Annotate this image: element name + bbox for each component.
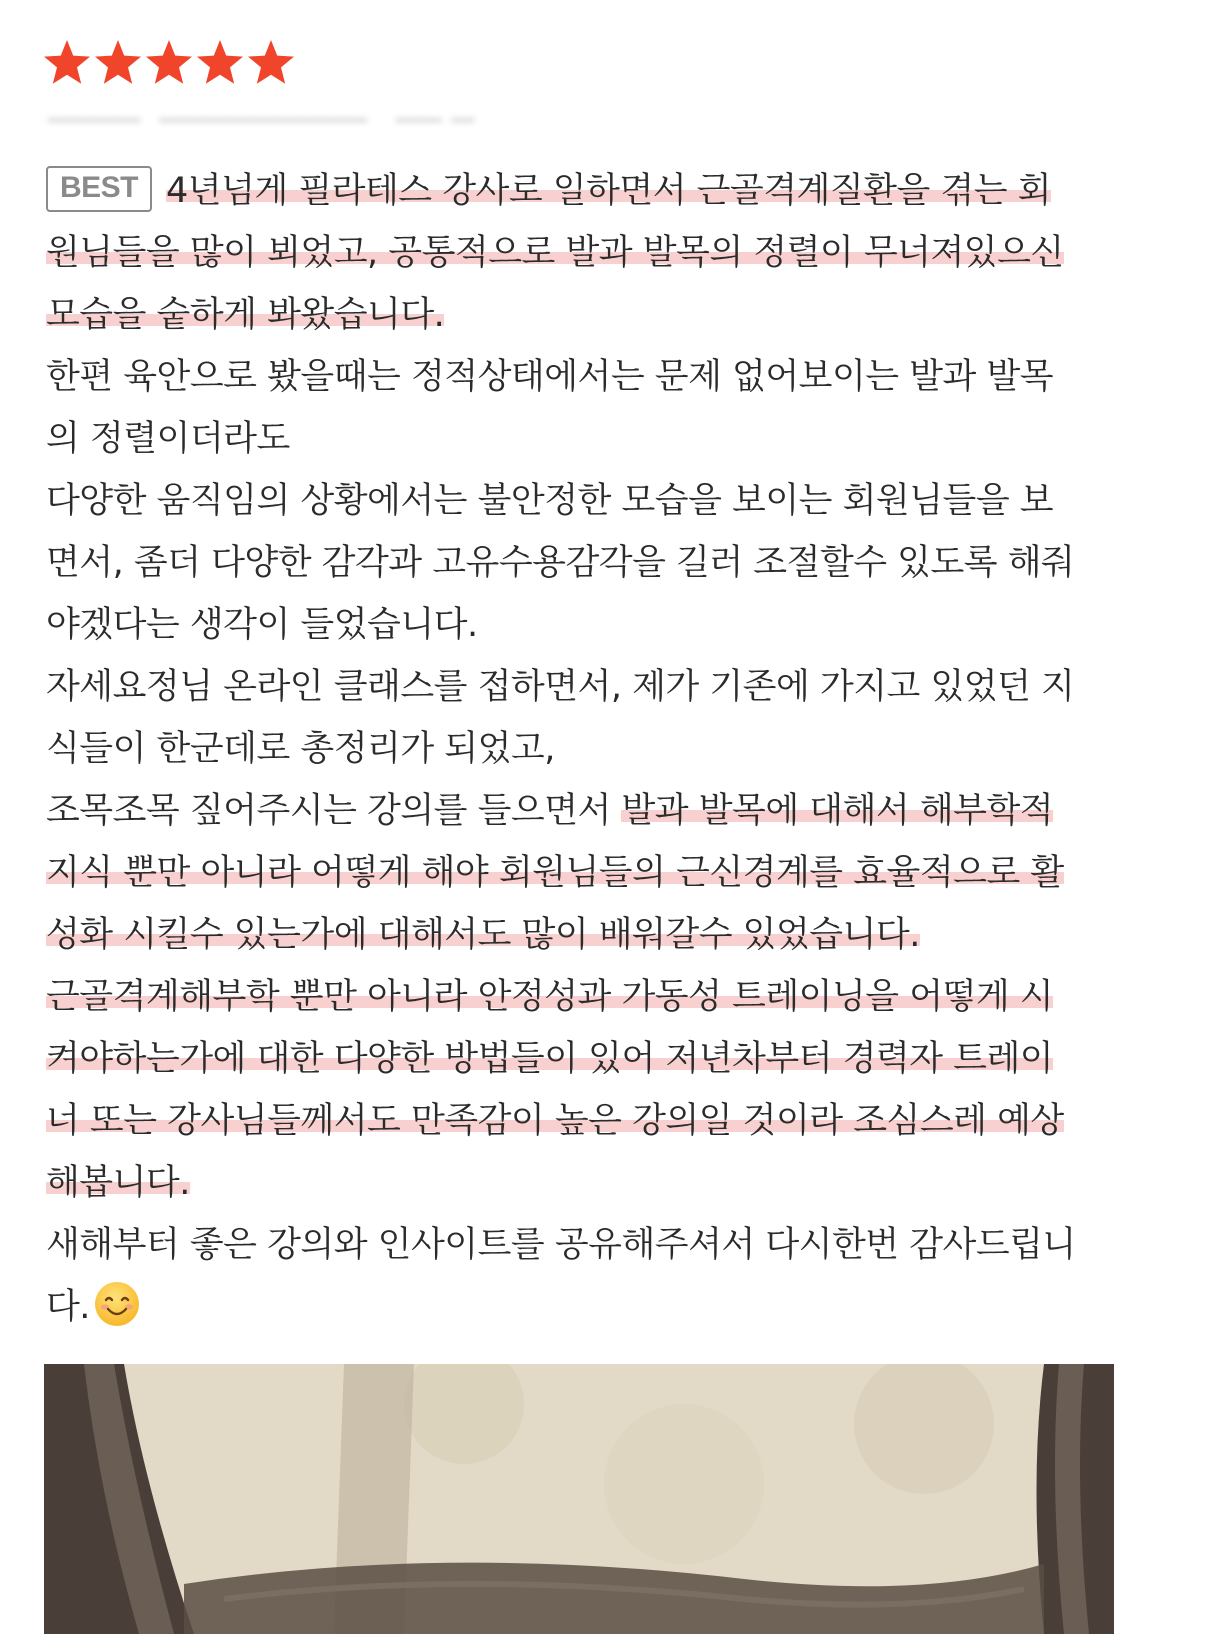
review-text: 새해부터 좋은 강의와 인사이트를 공유해주셔서 다시한번 감사드립니 <box>46 1225 1076 1265</box>
review-text: 식들이 한군데로 총정리가 되었고, <box>46 729 555 769</box>
review-line <box>46 532 1176 594</box>
review-line <box>46 1214 1176 1276</box>
review-line <box>46 284 1176 346</box>
review-text: 모습을 숱하게 봐왔습니다. <box>46 295 445 335</box>
review-line <box>46 718 1176 780</box>
review-text: 근골격계해부학 뿐만 아니라 안정성과 가동성 트레이닝을 어떻게 시 <box>46 977 1054 1017</box>
review-line <box>46 346 1176 408</box>
review-line <box>46 1090 1176 1152</box>
review-text: 너 또는 강사님들께서도 만족감이 높은 강의일 것이라 조심스레 예상 <box>46 1101 1064 1141</box>
review-text: 해봅니다. <box>46 1163 190 1203</box>
review-text: 면서, 좀더 다양한 감각과 고유수용감각을 길러 조절할수 있도록 해줘 <box>46 543 1075 583</box>
review-line <box>46 1028 1176 1090</box>
review-text: 다. <box>46 1287 90 1327</box>
star-icon <box>246 38 296 88</box>
review-line <box>46 780 1176 842</box>
review-line <box>46 1152 1176 1214</box>
review-text: 조목조목 짚어주시는 강의를 들으면서 <box>46 791 622 831</box>
star-icon <box>93 38 143 88</box>
review-line <box>46 470 1176 532</box>
review-text: 4년넘게 필라테스 강사로 일하면서 근골격계질환을 겪는 회 <box>166 171 1051 211</box>
review-text: 발과 발목에 대해서 해부학적 <box>621 791 1054 831</box>
review-line <box>46 160 1176 222</box>
review-text: 지식 뿐만 아니라 어떻게 해야 회원님들의 근신경계를 효율적으로 활 <box>46 853 1064 893</box>
star-icon <box>42 38 92 88</box>
review-photo[interactable] <box>44 1364 1114 1634</box>
review-text: 켜야하는가에 대한 다양한 방법들이 있어 저년차부터 경력자 트레이 <box>46 1039 1054 1079</box>
review-text: 야겠다는 생각이 들었습니다. <box>46 605 478 645</box>
review-line <box>46 842 1176 904</box>
review-line <box>46 1276 1176 1338</box>
smiling-face-icon <box>94 1281 140 1327</box>
review-text: 한편 육안으로 봤을때는 정적상태에서는 문제 없어보이는 발과 발목 <box>46 357 1054 397</box>
review-text: 다양한 움직임의 상황에서는 불안정한 모습을 보이는 회원님들을 보 <box>46 481 1054 521</box>
review-meta-blurred: ▁▁▁▁ ▁▁▁▁▁▁▁▁▁ ▁▁ ▁ <box>48 88 475 123</box>
review-text: 자세요정님 온라인 클래스를 접하면서, 제가 기존에 가지고 있었던 지 <box>46 667 1075 707</box>
star-icon <box>195 38 245 88</box>
star-icon <box>144 38 194 88</box>
review-line <box>46 656 1176 718</box>
review-line <box>46 966 1176 1028</box>
review-line <box>46 904 1176 966</box>
review-body <box>46 160 1176 1338</box>
review-line <box>46 594 1176 656</box>
star-rating <box>42 38 296 88</box>
review-line <box>46 222 1176 284</box>
review-line <box>46 408 1176 470</box>
best-badge: BEST <box>46 166 152 212</box>
review-text: 원님들을 많이 뵈었고, 공통적으로 발과 발목의 정렬이 무너져있으신 <box>46 233 1064 273</box>
review-text: 성화 시킬수 있는가에 대해서도 많이 배워갈수 있었습니다. <box>46 915 920 955</box>
review-text: 의 정렬이더라도 <box>46 419 290 459</box>
